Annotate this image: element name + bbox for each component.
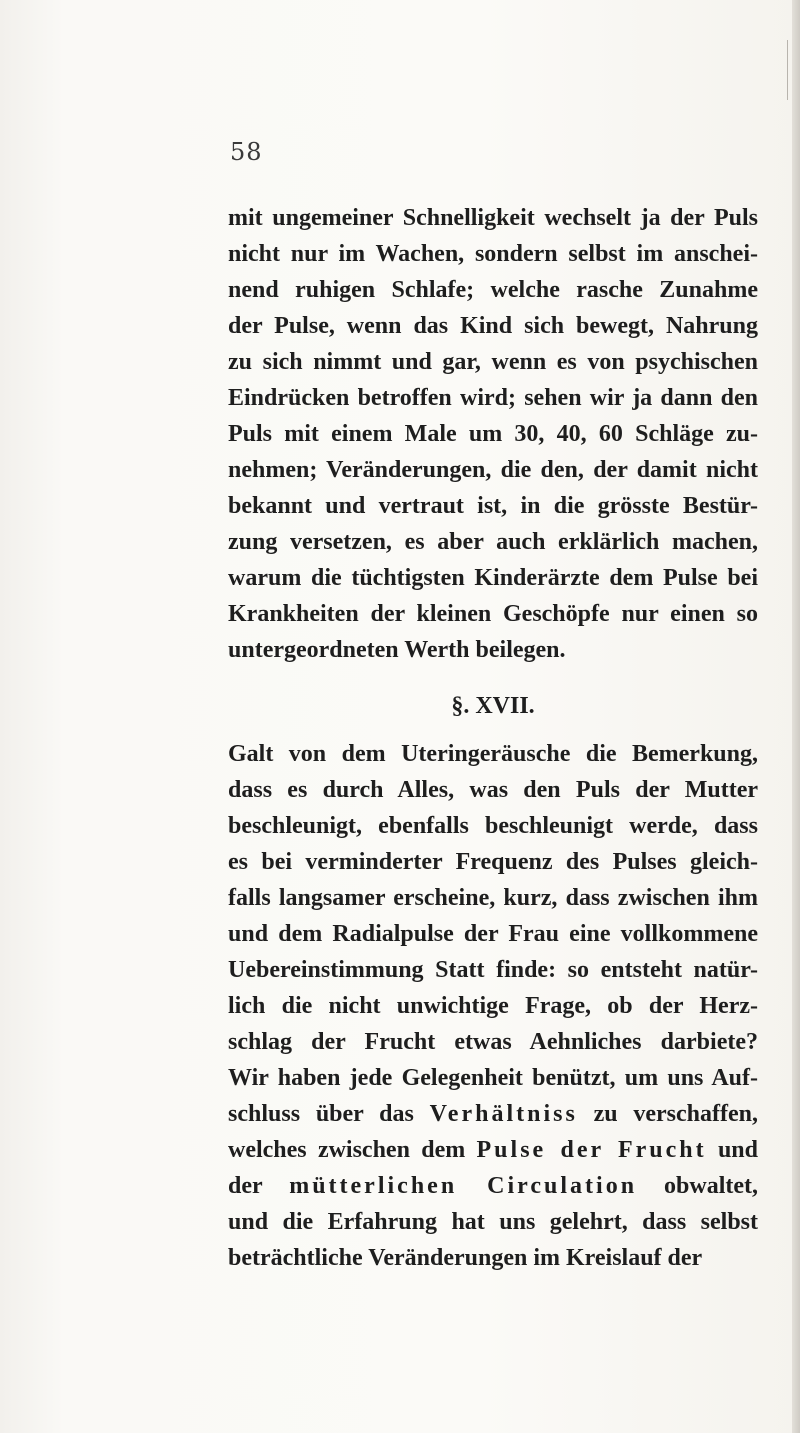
text-line: und dem Radialpulse der Frau eine vollkommene [228, 921, 758, 947]
text-line: Galt von dem Uteringeräusche die Bemerkung, [228, 741, 758, 767]
text-line-emphasis: welches zwischen dem Pulse der Frucht und [228, 1137, 758, 1163]
body-text [228, 200, 758, 1276]
text-line: nehmen; Veränderungen, die den, der damit nicht [228, 457, 758, 483]
text-line: warum die tüchtigsten Kinderärzte dem Pulse bei [228, 565, 758, 591]
text-line: lich die nicht unwichtige Frage, ob der Herz- [228, 993, 758, 1019]
text-line: Puls mit einem Male um 30, 40, 60 Schläge zu- [228, 421, 758, 447]
text-line: Krankheiten der kleinen Geschöpfe nur einen so [228, 601, 758, 627]
text-line: bekannt und vertraut ist, in die grösste Bestür- [228, 493, 758, 519]
text-line: Uebereinstimmung Statt finde: so entsteht natür- [228, 957, 758, 983]
text-line: schlag der Frucht etwas Aehnliches darbiete? [228, 1029, 758, 1055]
text-line: Wir haben jede Gelegenheit benützt, um uns Auf- [228, 1065, 758, 1091]
text-line: es bei verminderter Frequenz des Pulses gleich- [228, 849, 758, 875]
page-edge-shadow [792, 0, 800, 1433]
text-line: Eindrücken betroffen wird; sehen wir ja dann den [228, 385, 758, 411]
text-line-emphasis: der mütterlichen Circulation obwaltet, [228, 1173, 759, 1199]
text-line: nend ruhigen Schlafe; welche rasche Zunahme [228, 277, 758, 303]
text-line-emphasis: schluss über das Verhältniss zu verschaffen, [228, 1101, 758, 1127]
text-line: der Pulse, wenn das Kind sich bewegt, Nahrung [228, 313, 758, 339]
text-line: beträchtliche Veränderungen im Kreislauf der [228, 1245, 703, 1271]
text-line: nicht nur im Wachen, sondern selbst im anschei- [228, 241, 758, 267]
text-line: falls langsamer erscheine, kurz, dass zwischen ihm [228, 885, 758, 911]
emphasized-term: mütterlichen Circulation [289, 1173, 638, 1199]
emphasized-term: Pulse der Frucht [476, 1137, 707, 1163]
text-line: zu sich nimmt und gar, wenn es von psychischen [228, 349, 758, 375]
text-line: zung versetzen, es aber auch erklärlich machen, [228, 529, 758, 555]
emphasized-term: Verhältniss [429, 1101, 578, 1127]
section-heading: §. XVII. [451, 693, 535, 719]
text-line: beschleunigt, ebenfalls beschleunigt werde, dass [228, 813, 758, 839]
page-number: 58 [230, 138, 263, 166]
text-line: dass es durch Alles, was den Puls der Mutter [228, 777, 758, 803]
page-edge-mark [787, 40, 788, 100]
text-line: mit ungemeiner Schnelligkeit wechselt ja der Puls [228, 205, 758, 231]
text-line: und die Erfahrung hat uns gelehrt, dass selbst [228, 1209, 758, 1235]
text-line: untergeordneten Werth beilegen. [228, 637, 566, 663]
